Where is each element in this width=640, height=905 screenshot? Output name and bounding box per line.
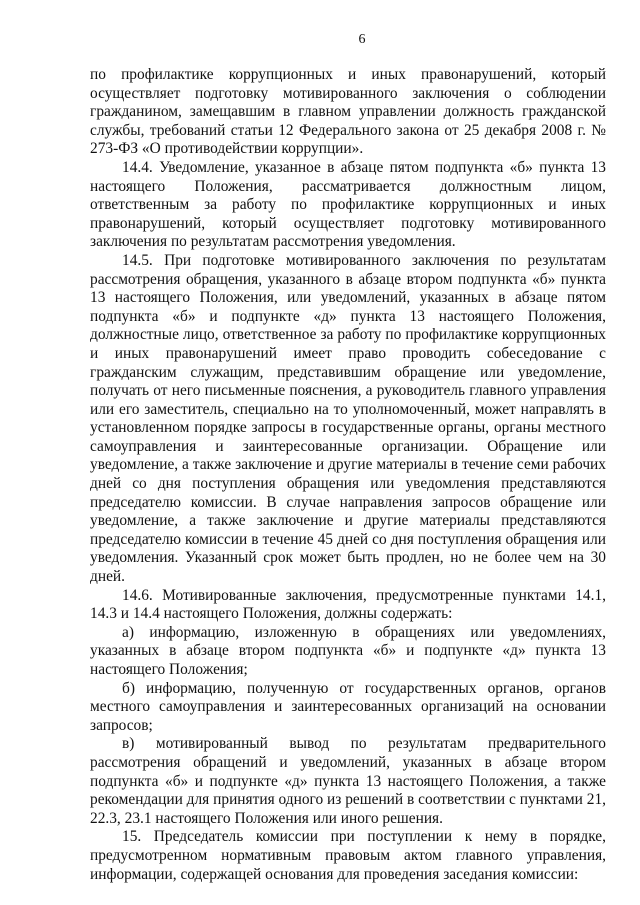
paragraph-15: 15. Председатель комиссии при поступлении к нему в порядке, предусмотренном нормативным правовым актом главного управления, информации, содержащей основания для проведения заседания комиссии:	[90, 828, 606, 883]
paragraph-14-6: 14.6. Мотивированные заключения, предусмотренные пунктами 14.1, 14.3 и 14.4 настоящего Положения, должны содержать:	[90, 586, 606, 623]
paragraph-continuation: по профилактике коррупционных и иных правонарушений, который осуществляет подготовку мотивированного заключения о соблюдении гражданином, замещавшим в главном управлении должность гражданской службы, требований статьи 12 Федерального закона от 25 декабря 2008 г. № 273-ФЗ «О противодействии коррупции».	[90, 66, 606, 158]
page-number: 6	[358, 32, 366, 47]
paragraph-14-6-a: а) информацию, изложенную в обращениях или уведомлениях, указанных в абзаце втором подпункта «б» и подпункте «д» пункта 13 настоящего Положения;	[90, 623, 606, 678]
paragraph-14-6-b: б) информацию, полученную от государственных органов, органов местного самоуправления и заинтересованных организаций на основании запросов;	[90, 679, 606, 734]
paragraph-14-6-v: в) мотивированный вывод по результатам предварительного рассмотрения обращений и уведомлений, указанных в абзаце втором подпункта «б» и подпункте «д» пункта 13 настоящего Положения, а также рекомендации для принятия одного из решений в соответствии с пунктами 21, 22.3, 23.1 настоящего Положения или иного решения.	[90, 735, 606, 827]
paragraph-14-5: 14.5. При подготовке мотивированного заключения по результатам рассмотрения обращения, указанного в абзаце втором подпункта «б» пункта 13 настоящего Положения, или уведомлений, указанных в абзаце пятом подпункта «б» и подпункте «д» пункта 13 настоящего Положения, должностные лицо, ответственное за работу по профилактике коррупционных и иных правонарушений имеет право проводить собеседование с гражданским служащим, представившим обращение или уведомление, получать от него письменные пояснения, а руководитель главного управления или его заместитель, специально на то уполномоченный, может направлять в установленном порядке запросы в государственные органы, органы местного самоуправления и заинтересованные организации. Обращение или уведомление, а также заключение и другие материалы в течение семи рабочих дней со дня поступления обращения или уведомления представляются председателю комиссии. В случае направления запросов обращение или уведомление, а также заключение и другие материалы представляются председателю комиссии в течение 45 дней со дня поступления обращения или уведомления. Указанный срок может быть продлен, но не более чем на 30 дней.	[90, 251, 606, 586]
paragraph-14-4: 14.4. Уведомление, указанное в абзаце пятом подпункта «б» пункта 13 настоящего Положения, рассматривается должностным лицом, ответственным за работу по профилактике коррупционных и иных правонарушений, который осуществляет подготовку мотивированного заключения по результатам рассмотрения уведомления.	[90, 158, 606, 251]
